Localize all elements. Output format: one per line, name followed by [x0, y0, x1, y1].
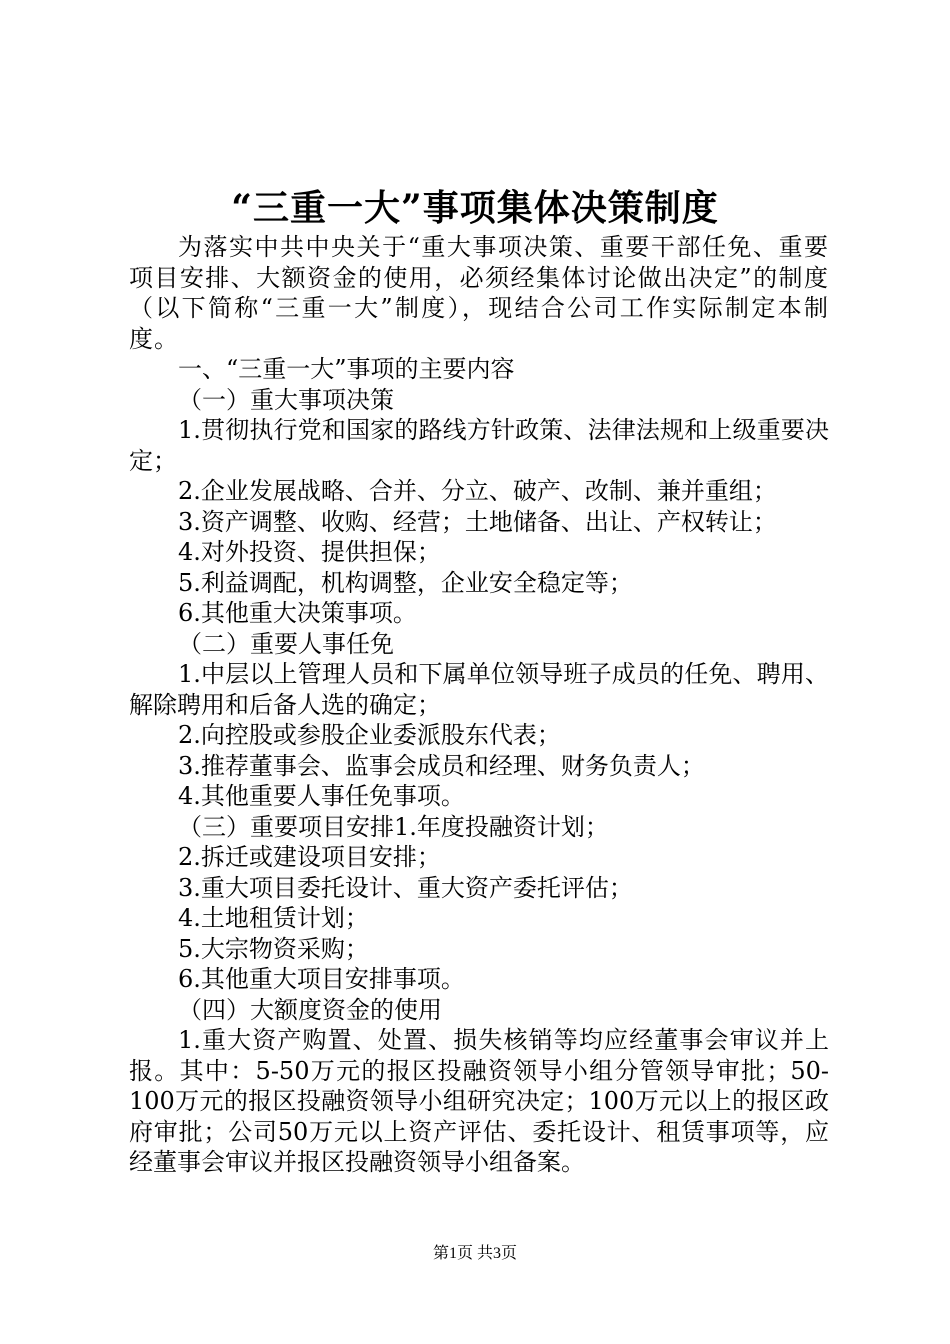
list-item: 2.向控股或参股企业委派股东代表；	[178, 721, 561, 749]
list-item: 2.拆迁或建设项目安排；	[178, 843, 441, 871]
subsection-heading-projects: （三）重要项目安排1.年度投融资计划；	[178, 812, 609, 841]
subsection-heading-personnel: （二）重要人事任免	[178, 629, 394, 658]
list-item: 1.贯彻执行党和国家的路线方针政策、法律法规和上级重要决定；	[129, 416, 829, 475]
list-item: 3.资产调整、收购、经营；土地储备、出让、产权转让；	[178, 507, 777, 536]
page-number: 第1页 共3页	[432, 1245, 517, 1262]
list-item: 3.重大项目委托设计、重大资产委托评估；	[178, 873, 633, 902]
page-title: “三重一大”事项集体决策制度	[231, 187, 719, 229]
subsection-heading-major-decisions: （一）重大事项决策	[178, 385, 394, 414]
list-item: 4.其他重要人事任免事项。	[178, 782, 465, 810]
section-heading-main-content: 一、“三重一大”事项的主要内容	[178, 355, 515, 383]
subsection-heading-funds: （四）大额度资金的使用	[178, 995, 442, 1024]
list-item: 3.推荐董事会、监事会成员和经理、财务负责人；	[178, 751, 705, 780]
list-item: 4.土地租赁计划；	[178, 904, 369, 932]
document-body	[129, 232, 829, 1178]
list-item: 6.其他重大决策事项。	[178, 599, 417, 627]
list-item: 5.利益调配，机构调整，企业安全稳定等；	[178, 568, 633, 597]
list-item: 4.对外投资、提供担保；	[178, 538, 441, 566]
list-item: 1.重大资产购置、处置、损失核销等均应经董事会审议并上报。其中：5-50万元的报区投融资领导小组分管领导审批；50-100万元的报区投融资领导小组研究决定；100万元以上的报区政府审批；公司50万元以上资产评估、委托设计、租赁事项等，应经董事会审议并报区投融资领导小组备案。	[129, 1026, 829, 1176]
list-item: 1.中层以上管理人员和下属单位领导班子成员的任免、聘用、解除聘用和后备人选的确定；	[129, 660, 829, 719]
list-item: 5.大宗物资采购；	[178, 934, 369, 963]
intro-paragraph: 为落实中共中央关于“重大事项决策、重要干部任免、重要项目安排、大额资金的使用，必须经集体讨论做出决定”的制度（以下简称“三重一大”制度），现结合公司工作实际制定本制度。	[129, 233, 829, 353]
list-item: 6.其他重大项目安排事项。	[178, 965, 465, 993]
list-item: 2.企业发展战略、合并、分立、破产、改制、兼并重组；	[178, 477, 777, 505]
